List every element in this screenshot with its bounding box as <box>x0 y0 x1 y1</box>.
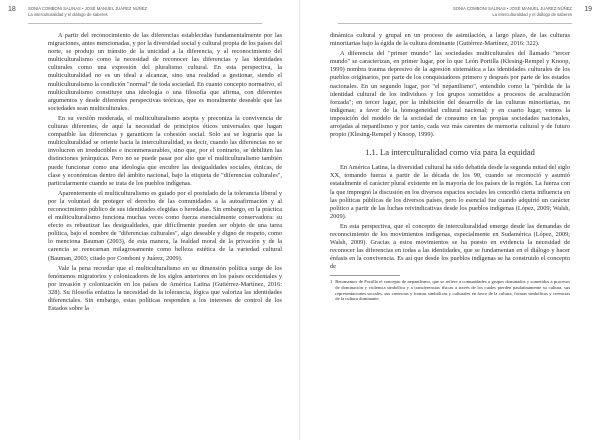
left-page-header <box>8 6 292 28</box>
footnote <box>330 279 570 301</box>
paragraph: Aparentemente el multiculturalismo es guiado por el postulado de la tolerancia liberal y por la voluntad de proteger el derecho de las comunidades a la autoafirmación y al reconocimiento público de sus identidades elegidas o heredadas. Sin embargo, en la práctica el multiculturalismo funciona muchas veces como fuerza esencialmente conservadora: su efecto es rebautizar las desigualdades, que difícilmente pueden ser objeto de una tarea política, bajo el nombre de "diferencias culturales", algo deseable y digno de respeto, como lo menciona Bauman (2003), de esta manera, la fealdad moral de la privación y de la carencia se reencarnan milagrosamente como belleza estética de la variedad cultural (Bauman, 2003; citado por Comboni y Juárez, 2009). <box>48 189 282 262</box>
paragraph: En América Latina, la diversidad cultural ha sido debatida desde la segunda mitad del siglo XX, tomando fuerza a partir de la década de los 90, cuando se reconoció y asumió estatalmente el carácter plural existente en la mayoría de los países de la región. La fuerza con la que impregnó la discusión en los diversos espacios sociales les concedió cierta influencia en las políticas públicas de los diversos países, pero lo esencial fue cuando adquirió un carácter político a partir de las luchas reivindicativas desde los pueblos indígenas (López, 2009; Walsh, 2009). <box>330 164 570 220</box>
paragraph: A diferencia del "primer mundo" las sociedades multiculturales del llamado "tercer mundo" se caracterizan, en primer lugar, por lo que León Portilla (Klesing-Rempel y Knoop, 1999) nombra trauma depresivo de la agresión sistemática a las identidades culturales de los pueblos originarios, por parte de los conquistadores primero y después por parte de los estados nacionales. En un segundo lugar, por "el nepantlismo", entendido como la "pérdida de la identidad cultural de los individuos y los grupos sometidos a procesos de aculturación forzada"; en tercer lugar, por la inhibición del desarrollo de las culturas minoritarias, no indígenas; a favor de la homogeneidad cultural nacional; y en cuarto lugar, vemos la imposición del modelo de la sociedad de consumo en las propias sociedades nacionales, arrojadas al nepantlismo y por tanto, cada vez más carentes de memoria cultural y de futuro propio (Klesing-Rempel y Knoop, 1999). <box>330 50 570 139</box>
footnote-text: Retomamos de Portilla el concepto de nepantlismo, que se refiere a comunidades o grupos dominados y sometidos a procesos de dominación y violencia simbólica y a transferencias físicas a través de los cuales pierden paulatinamente su cultura, sus representaciones sociales, sus creencias y formas simbólicas y culturales en favor de la cultura, formas simbólicas y creencias de la cultura dominante. <box>335 279 570 302</box>
paragraph: A partir del reconocimiento de las diferencias establecidas fundamentalmente por las migraciones, antes mencionadas, y por la diversidad social y cultural propia de los países del norte, se produjo un tránsito de la unicidad a la diferencia, y al reconocimiento del multiculturalismo como la necesidad de reconocer las diferencias y las identidades culturales como una expresión del pluralismo cultural. En esta perspectiva, la multiculturalidad no es un ideal a alcanzar, sino una realidad a gestionar, siendo el multiculturalismo la condición "normal" de toda sociedad. En cuanto concepto normativo, el multiculturalismo constituye una ideología o una filosofía que afirma, con diferentes argumentos y desde diferentes perspectivas teóricas, que es moralmente deseable que las sociedades sean multiculturales. <box>48 32 282 112</box>
right-page-header <box>308 6 592 28</box>
running-head-authors: SONIA COMBONI SALINAS • JOSÉ MANUEL JUÁREZ NÚÑEZ <box>28 6 148 11</box>
running-head-authors: SONIA COMBONI SALINAS • JOSÉ MANUEL JUÁREZ NÚÑEZ <box>452 6 572 11</box>
section-heading: 1.1. La interculturalidad como vía para la equidad <box>365 147 535 158</box>
paragraph: dinámica cultural y grupal en un proceso de asimilación, a largo plazo, de las culturas minoritarias bajo la égida de la cultura dominante (Gutiérrez-Martínez, 2016: 322). <box>330 32 570 48</box>
page-number: 19 <box>584 6 592 13</box>
header-rule <box>28 23 262 24</box>
paragraph: En su versión moderada, el multiculturalismo acepta y preconiza la convivencia de culturas diferentes, de aquí la necesidad de principios éticos universales que hagan compatible las diferencias y garanticen la cohesión social. Solo así se lograría que la multiculturalidad se oriente hacia la interculturalidad, es decir, cuando las diferencias no se involucren en irreductibles e inconmensurables, sino que, por el contrario, se debiliten las distinciones jerárquicas. Pero no se puede pasar por alto que el multiculturalismo también puede funcionar como una ideología que encubre las desigualdades sociales, étnicas, de clase y económicas dentro del ámbito nacional, bajo la etiqueta de "diferencias culturales", particularmente cuando se trata de los pueblos indígenas. <box>48 114 282 187</box>
paragraph: Vale la pena recordar que el multiculturalismo en su dimensión política surge de los fenómenos migratorios y colonizadores de los siglos anteriores en los países occidentales y por invasión y colonización en los países de América Latina (Gutiérrez-Martínez, 2016: 328). Su filosofía enfatiza la necesidad de la tolerancia, lógica que valoriza las identidades diferenciales. Sin embargo, estas políticas responden a los intereses de control de los Estados sobre la <box>48 264 282 313</box>
right-body-text <box>330 32 570 302</box>
right-page <box>300 0 600 440</box>
running-head <box>28 6 147 18</box>
header-rule <box>338 23 572 24</box>
running-head-title: La interculturalidad y el diálogo de saberes <box>492 12 572 17</box>
running-head <box>453 6 572 18</box>
footnote-number: 1 <box>330 279 333 285</box>
footnote-rule <box>330 275 400 276</box>
paragraph: En esta perspectiva, que el concepto de interculturalidad emerge desde las demandas de reconocimiento de los movimientos indígenas, especialmente en Sudamérica (López, 2009; Walsh, 2009). Gracias a estos movimientos se ha puesto en evidencia la necesidad de reconocer las diferencias en todas a las identidades, que se fundamentan en el diálogo y hacer énfasis en la convivencia. Es así que desde los pueblos indígenas se ha construido el concepto de <box>330 222 570 271</box>
left-body-text <box>48 32 282 315</box>
running-head-title: La interculturalidad y el diálogo de saberes <box>28 12 108 17</box>
page-number: 18 <box>8 6 16 13</box>
